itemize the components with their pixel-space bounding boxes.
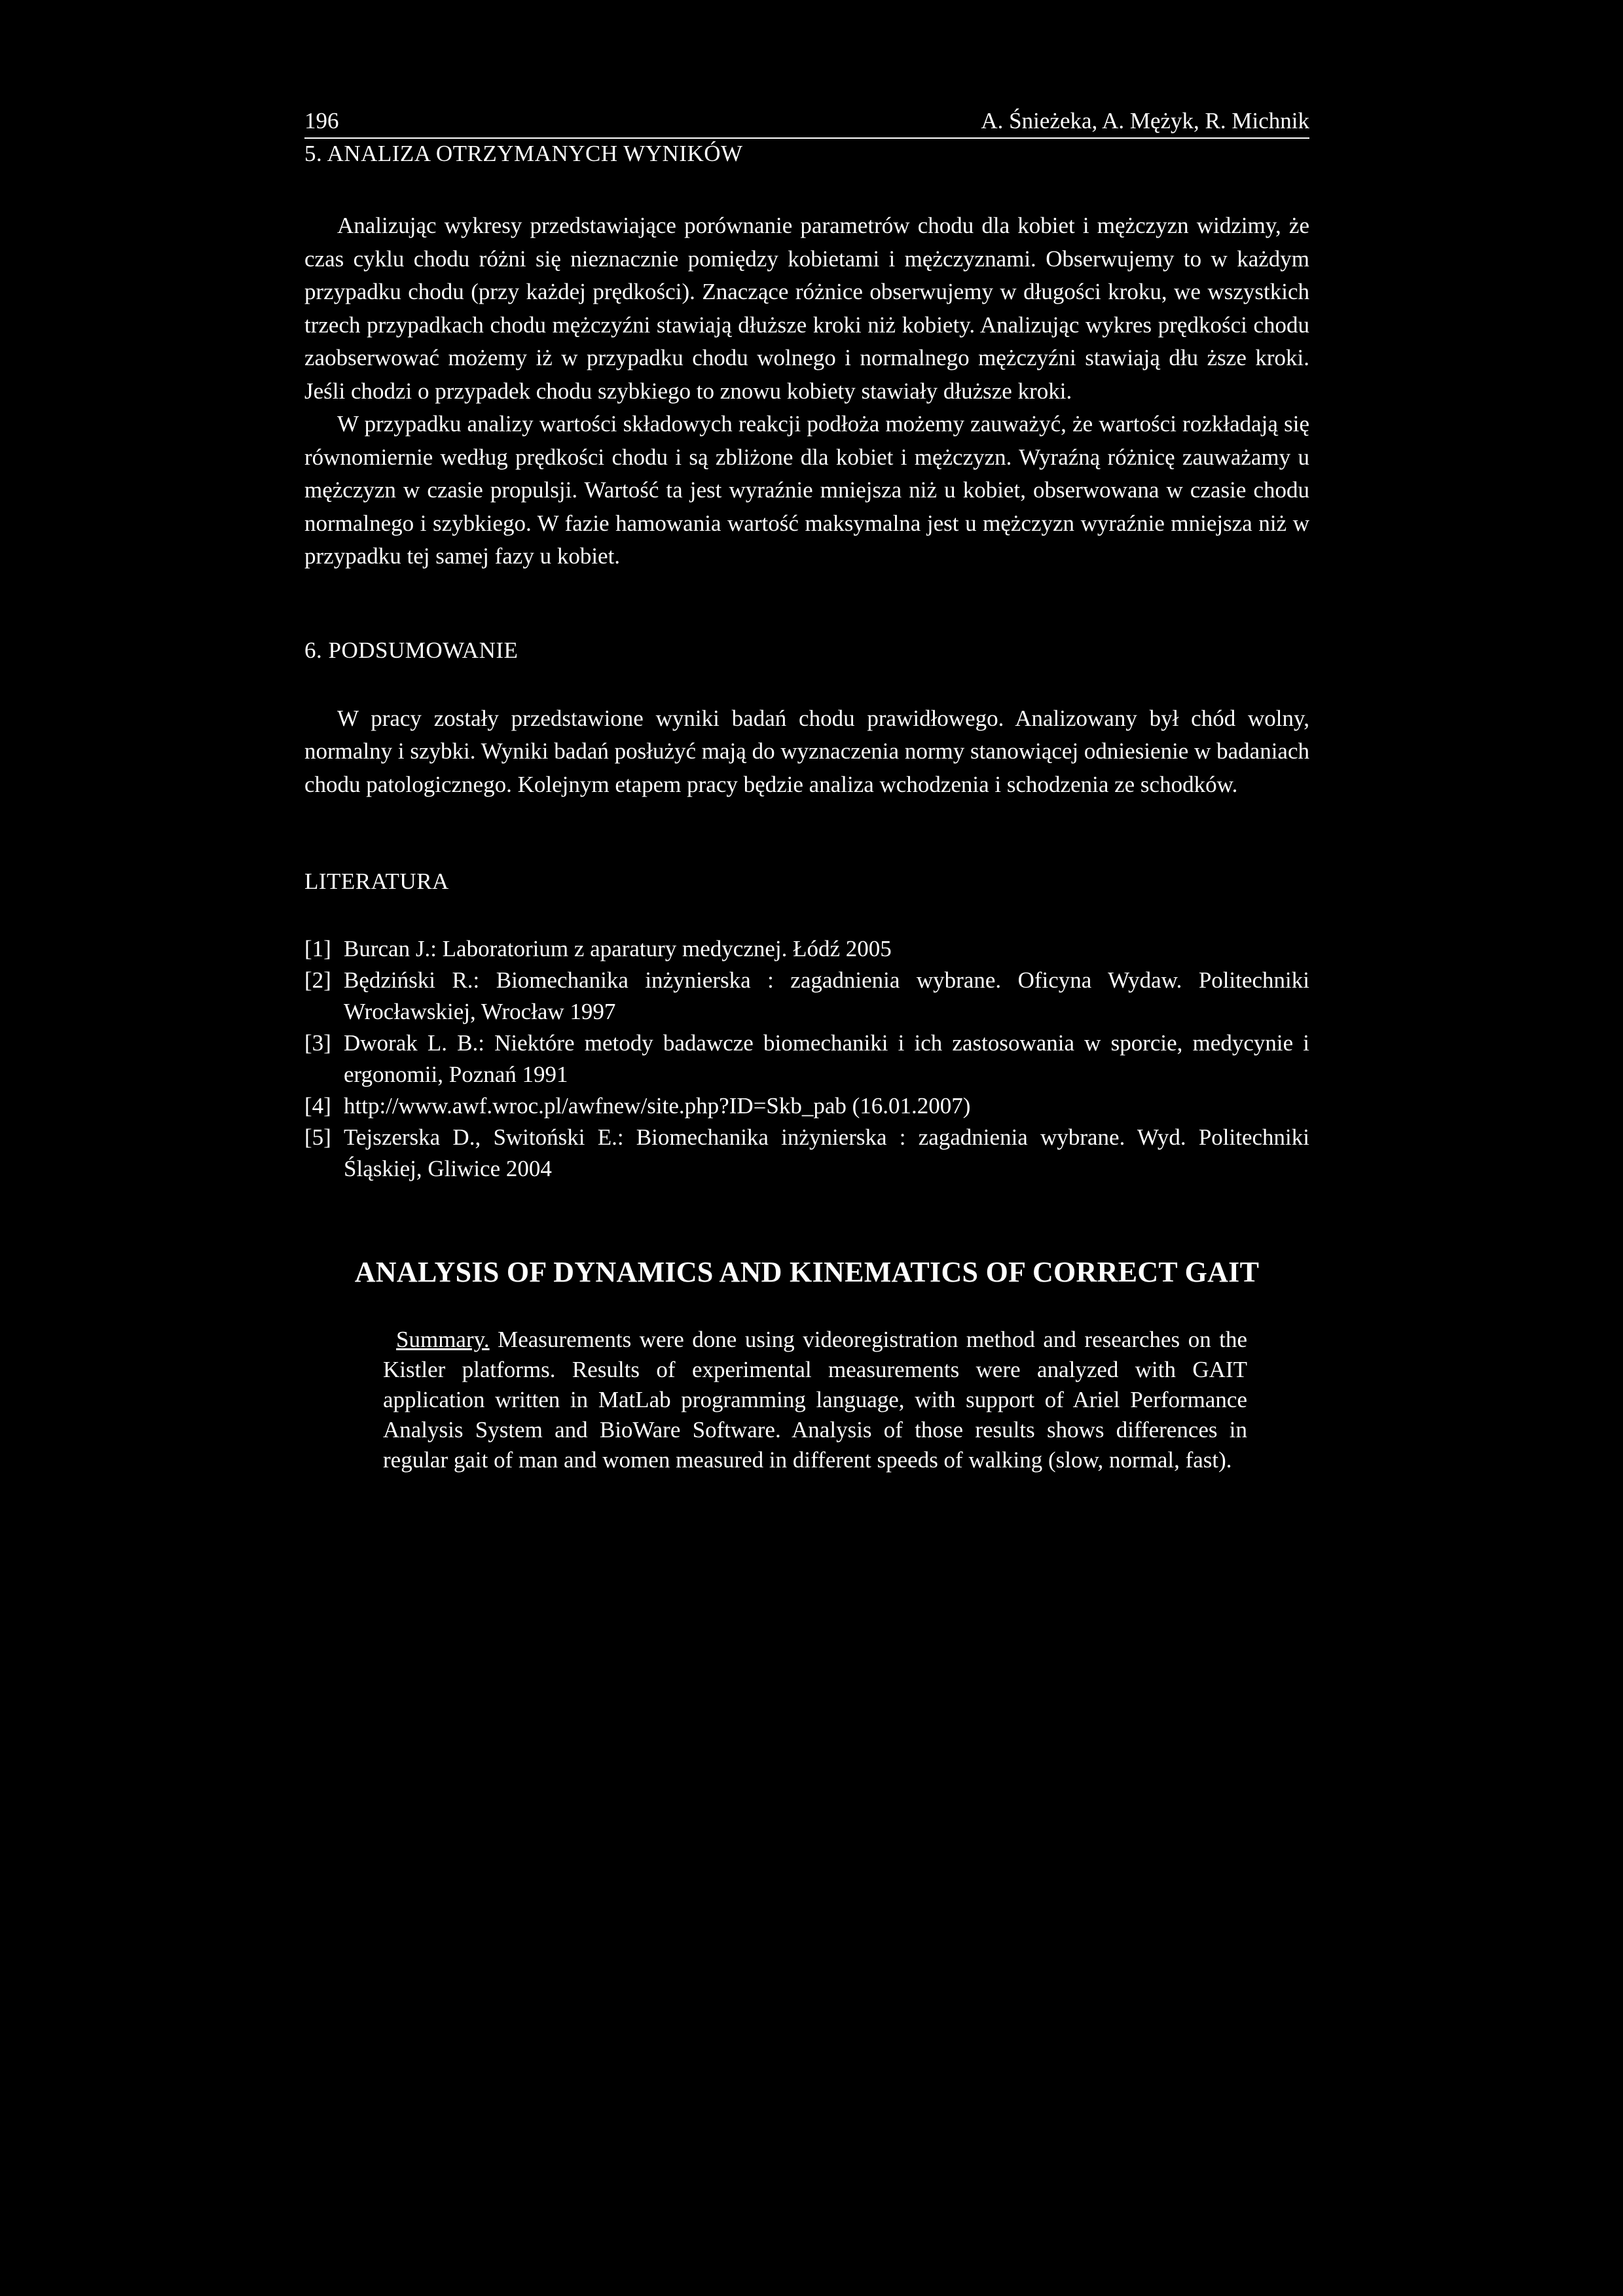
literature-heading: LITERATURA <box>304 869 449 894</box>
english-title: ANALYSIS OF DYNAMICS AND KINEMATICS OF CORRECT GAIT <box>354 1256 1260 1288</box>
reference-text: Dworak L. B.: Niektóre metody badawcze biomechaniki i ich zastosowania w sporcie, medycynie i ergonomii, Poznań 1991 <box>344 1030 1309 1087</box>
section-6-heading: 6. PODSUMOWANIE <box>304 637 519 663</box>
reference-text: http://www.awf.wroc.pl/awfnew/site.php?ID=Skb_pab (16.01.2007) <box>344 1093 971 1119</box>
section-5-body <box>304 209 1309 573</box>
page-number: 196 <box>304 108 339 134</box>
running-head <box>304 105 1309 139</box>
reference-item <box>304 1090 1309 1122</box>
section-5-paragraph-2: W przypadku analizy wartości składowych reakcji podłoża możemy zauważyć, że wartości rozkładają się równomiernie według prędkości chodu i są zbliżone dla kobiet i mężczyzn. Wyraźną różnicę zauważamy u mężczyzn w czasie propulsji. Wartość ta jest wyraźnie mniejsza niż u kobiet, obserwowana w czasie chodu normalnego i szybkiego. W fazie hamowania wartość maksymalna jest u mężczyzn wyraźnie mniejsza niż w przypadku tej samej fazy u kobiet. <box>304 411 1309 569</box>
summary-text: Measurements were done using videoregistration method and researches on the Kistler platforms. Results of experimental measurements were analyzed with GAIT application written in MatLab programming language, with support of Ariel Performance Analysis System and BioWare Software. Analysis of those results shows differences in regular gait of man and women measured in different speeds of walking (slow, normal, fast). <box>383 1327 1247 1473</box>
reference-item <box>304 933 1309 965</box>
reference-text: Będziński R.: Biomechanika inżynierska : zagadnienia wybrane. Oficyna Wydaw. Politechniki Wrocławskiej, Wrocław 1997 <box>344 967 1309 1024</box>
page <box>304 105 1309 1475</box>
reference-text: Burcan J.: Laboratorium z aparatury medycznej. Łódź 2005 <box>344 936 892 961</box>
reference-tag: [5] <box>304 1124 331 1150</box>
reference-item <box>304 965 1309 1028</box>
reference-list <box>304 933 1309 1185</box>
running-head-authors: A. Śnieżeka, A. Mężyk, R. Michnik <box>981 108 1309 134</box>
section-6-paragraph: W pracy zostały przedstawione wyniki badań chodu prawidłowego. Analizowany był chód wolny, normalny i szybki. Wyniki badań posłużyć mają do wyznaczenia normy stanowiącej odniesienie w badaniach chodu patologicznego. Kolejnym etapem pracy będzie analiza wchodzenia i schodzenia ze schodków. <box>304 705 1309 797</box>
reference-tag: [2] <box>304 967 331 993</box>
summary-label: Summary. <box>396 1327 490 1352</box>
reference-tag: [4] <box>304 1093 331 1119</box>
section-6-body <box>304 702 1309 802</box>
reference-item <box>304 1028 1309 1090</box>
section-5-paragraph-1: Analizując wykresy przedstawiające porównanie parametrów chodu dla kobiet i mężczyzn widzimy, że czas cyklu chodu różni się nieznacznie pomiędzy kobietami i mężczyznami. Obserwujemy to w każdym przypadku chodu (przy każdej prędkości). Znaczące różnice obserwujemy w długości kroku, we wszystkich trzech przypadkach chodu mężczyźni stawiają dłuższe kroki niż kobiety. Analizując wykres prędkości chodu zaobserwować możemy iż w przypadku chodu wolnego i normalnego mężczyźni stawiają dłu ższe kroki. Jeśli chodzi o przypadek chodu szybkiego to znowu kobiety stawiały dłuższe kroki. <box>304 213 1309 404</box>
section-5-heading: 5. ANALIZA OTRZYMANYCH WYNIKÓW <box>304 141 743 166</box>
reference-tag: [1] <box>304 936 331 961</box>
reference-tag: [3] <box>304 1030 331 1056</box>
reference-item <box>304 1122 1309 1185</box>
english-summary <box>383 1325 1247 1475</box>
reference-text: Tejszerska D., Switoński E.: Biomechanika inżynierska : zagadnienia wybrane. Wyd. Politechniki Śląskiej, Gliwice 2004 <box>344 1124 1309 1181</box>
